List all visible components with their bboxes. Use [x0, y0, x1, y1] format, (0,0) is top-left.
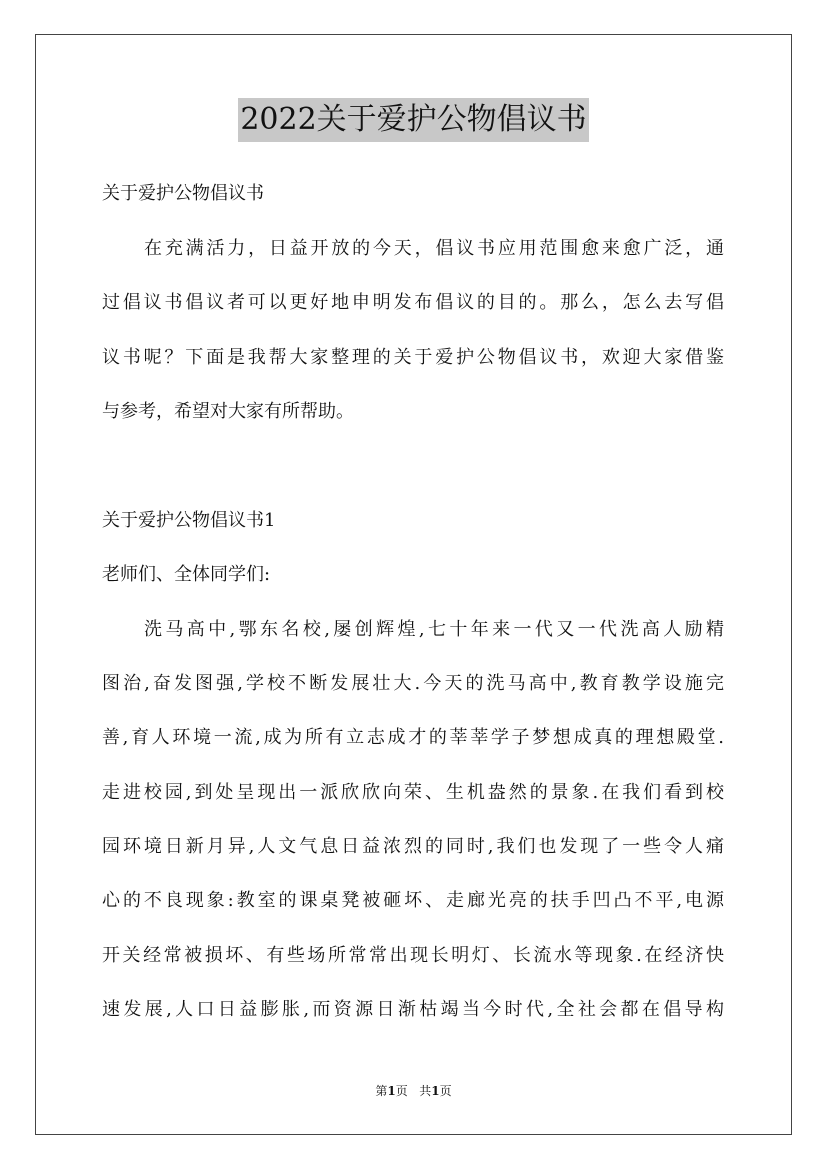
page-footer [0, 1083, 827, 1099]
title-container [0, 98, 827, 142]
body-line-4: 走进校园,到处呈现出一派欣欣向荣、生机盎然的景象.在我们看到校 [102, 782, 724, 803]
body-line-2: 图治,奋发图强,学校不断发展壮大.今天的洗马高中,教育教学设施完 [102, 673, 724, 694]
intro-line-1: 在充满活力，日益开放的今天，倡议书应用范围愈来愈广泛，通 [144, 238, 724, 259]
body-line-5: 园环境日新月异,人文气息日益浓烈的同时,我们也发现了一些令人痛 [102, 836, 724, 857]
body-line-7: 开关经常被损坏、有些场所常常出现长明灯、长流水等现象.在经济快 [102, 945, 724, 966]
body-line-6: 心的不良现象:教室的课桌凳被砸坏、走廊光亮的扶手凹凸不平,电源 [102, 890, 724, 911]
intro-line-2: 过倡议书倡议者可以更好地申明发布倡议的目的。那么，怎么去写倡 [102, 292, 724, 313]
intro-line-4: 与参考，希望对大家有所帮助。 [102, 401, 354, 422]
page-suffix: 页 [395, 1084, 408, 1098]
document-title: 2022关于爱护公物倡议书 [238, 98, 588, 142]
document-subtitle: 关于爱护公物倡议书 [102, 183, 264, 204]
body-line-8: 速发展,人口日益膨胀,而资源日渐枯竭当今时代,全社会都在倡导构 [102, 999, 724, 1020]
section-heading: 关于爱护公物倡议书1 [102, 510, 276, 531]
intro-line-3: 议书呢？下面是我帮大家整理的关于爱护公物倡议书，欢迎大家借鉴 [102, 347, 724, 368]
total-suffix: 页 [439, 1084, 452, 1098]
total-number: 1 [431, 1084, 440, 1098]
body-line-1: 洗马高中,鄂东名校,屡创辉煌,七十年来一代又一代洗高人励精 [144, 619, 724, 640]
page-prefix: 第 [375, 1084, 388, 1098]
body-line-3: 善,育人环境一流,成为所有立志成才的莘莘学子梦想成真的理想殿堂. [102, 727, 724, 748]
total-prefix: 共 [419, 1084, 432, 1098]
page-number: 1 [387, 1084, 396, 1098]
salutation: 老师们、全体同学们: [102, 564, 271, 585]
